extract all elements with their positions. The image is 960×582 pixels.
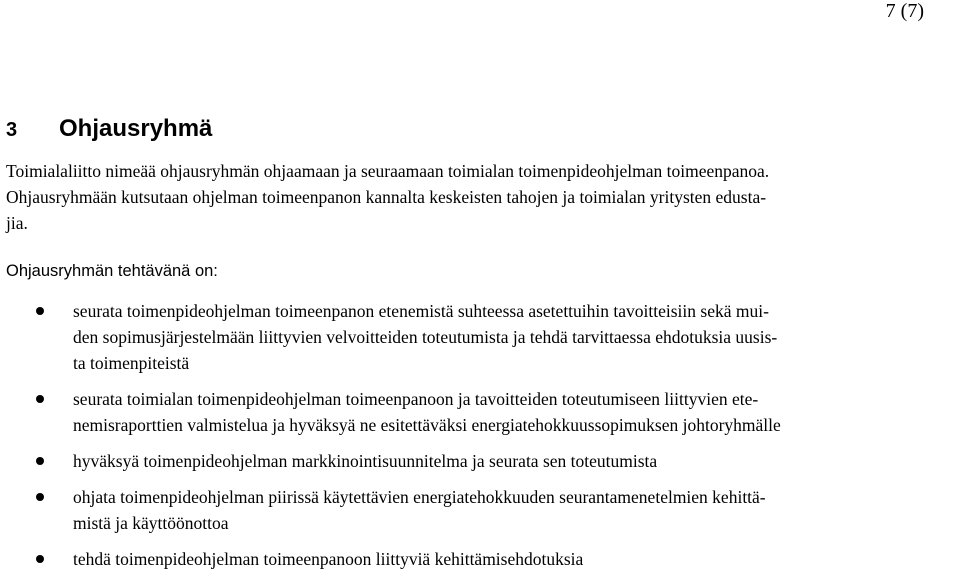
- section-heading: [6, 114, 212, 145]
- intro-line: jia.: [6, 213, 28, 233]
- task-line: tehdä toimenpideohjelman toimeenpanoon liittyviä kehittämisehdotuksia: [73, 549, 584, 569]
- bullet-icon: [36, 457, 44, 465]
- tasks-list: [0, 298, 960, 582]
- section-number: 3: [6, 119, 18, 141]
- task-line: seurata toimenpideohjelman toimeenpanon etenemistä suhteessa asetettuihin tavoitteisiin sekä mui-: [73, 301, 769, 321]
- task-line: mistä ja käyttöönottoa: [73, 513, 229, 533]
- page-number: 7 (7): [885, 0, 924, 22]
- intro-line: Ohjausryhmään kutsutaan ohjelman toimeenpanon kannalta keskeisten tahojen ja toimialan yritysten edusta-: [6, 187, 767, 207]
- list-item: [0, 448, 953, 474]
- bullet-icon: [36, 307, 44, 315]
- task-line: hyväksyä toimenpideohjelman markkinointisuunnitelma ja seurata sen toteutumista: [73, 451, 658, 471]
- section-title: Ohjausryhmä: [59, 115, 213, 142]
- bullet-icon: [36, 493, 44, 501]
- bullet-icon: [36, 395, 44, 403]
- list-item: [0, 386, 953, 438]
- list-item: [0, 546, 953, 572]
- list-item: [0, 298, 953, 376]
- tasks-intro: Ohjausryhmän tehtävänä on:: [6, 262, 218, 280]
- bullet-icon: [36, 555, 44, 563]
- list-item: [0, 484, 953, 536]
- intro-paragraph: [6, 158, 952, 236]
- task-line: den sopimusjärjestelmään liittyvien velvoitteiden toteutumista ja tehdä tarvittaessa ehdotuksia uusis-: [73, 327, 778, 347]
- task-line: nemisraporttien valmistelua ja hyväksyä ne esitettäväksi energiatehokkuussopimuksen johtoryhmälle: [73, 415, 781, 435]
- task-line: ta toimenpiteistä: [73, 353, 190, 373]
- intro-line: Toimialaliitto nimeää ohjausryhmän ohjaamaan ja seuraamaan toimialan toimenpideohjelman toimeenpanoa.: [6, 161, 770, 181]
- task-line: seurata toimialan toimenpideohjelman toimeenpanoon ja tavoitteiden toteutumiseen liittyvien ete-: [73, 389, 759, 409]
- task-line: ohjata toimenpideohjelman piirissä käytettävien energiatehokkuuden seurantamenetelmien kehittä-: [73, 487, 766, 507]
